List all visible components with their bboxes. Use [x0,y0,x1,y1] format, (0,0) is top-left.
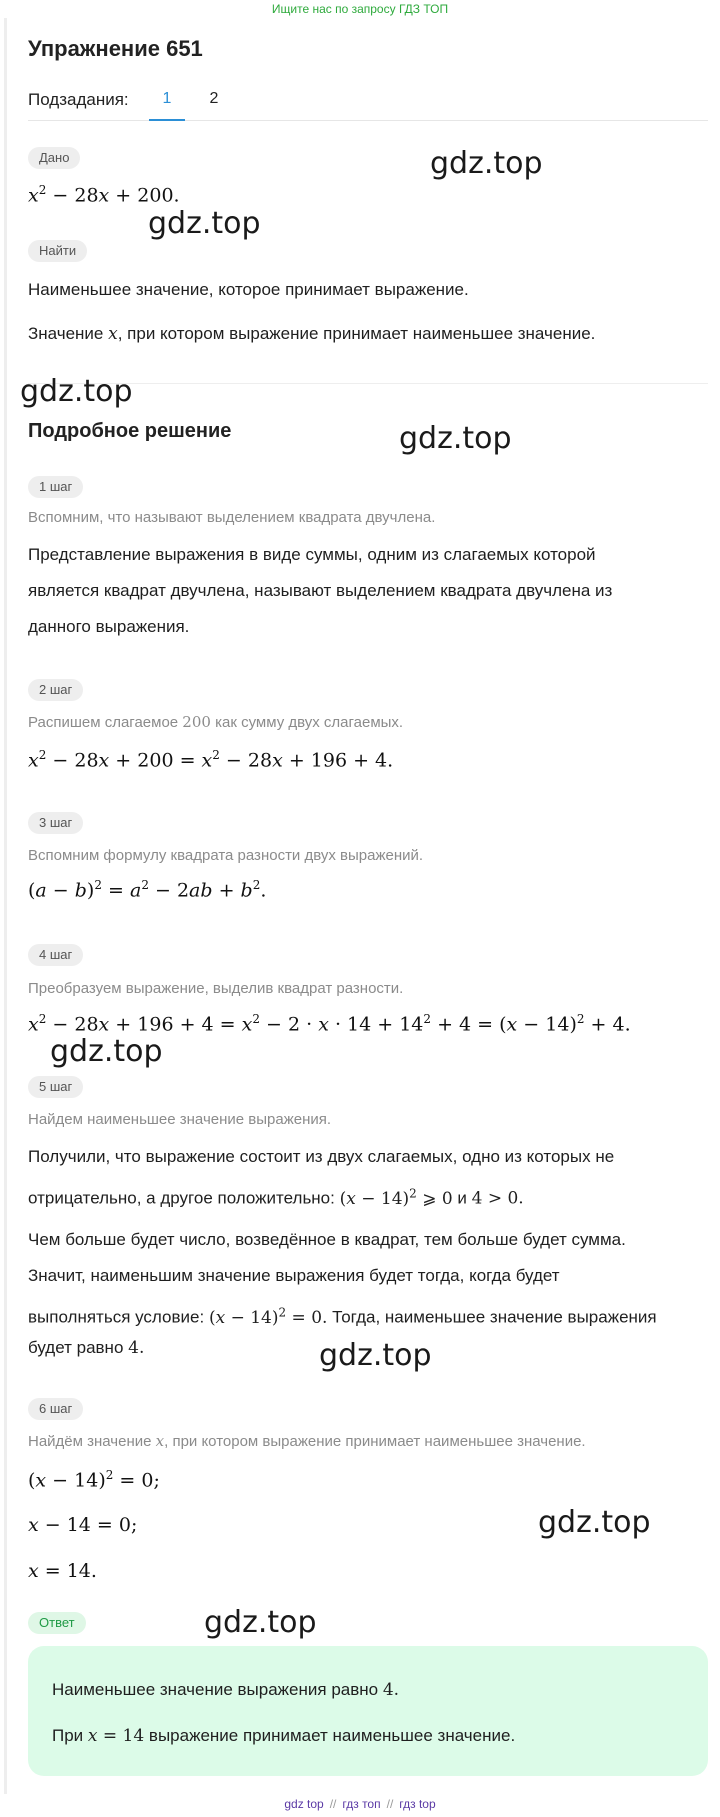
footer-link-2[interactable]: гдз топ [342,1797,381,1811]
solution-title: Подробное решение [28,420,232,442]
tab-2[interactable]: 2 [209,90,219,107]
step-2-equation: $x^2 - 28x + 200 = x^2 - 28x + 196 + 4$. [28,748,394,772]
step-3-pill: 3 шаг [28,812,83,834]
step-2-hint: Распишем слагаемое 200 как сумму двух слагаемых. [28,713,404,731]
step-1-line-2: является квадрат двучлена, называют выделением квадрата двучлена из [28,581,613,600]
step-6-eq-3: x = 14. [28,1560,97,1582]
step-4-pill: 4 шаг [28,944,83,966]
step-1-line-3: данного выражения. [28,617,190,636]
subtasks-bar [28,86,708,121]
step-4-equation: $x^2 - 28x + 196 + 4 = x^2 - 2 \cdot x \cdot 14 + 14^2 + 4 = (x - 14)^2 + 4$. [28,1012,631,1036]
step-1-hint: Вспомним, что называют выделением квадрата двучлена. [28,509,436,526]
footer: gdz top // гдз топ // гдз top [284,1797,436,1811]
find-pill: Найти [28,240,87,262]
answer-line-1: Наименьшее значение выражения равно 4. [52,1680,400,1700]
step-5-p1-line-2: отрицательно, а другое положительно: $(x - 14)^2$ ⩾ 0 и 4 > 0. [28,1186,524,1209]
watermark: gdz.top [319,1338,432,1373]
watermark: gdz.top [399,421,512,456]
step-5-p2-line-3: выполняться условие: $(x - 14)^2 = 0$. Тогда, наименьшее значение выражения [28,1305,657,1328]
step-3-formula: $(a - b)^2 = a^2 - 2ab + b^2$. [28,878,267,902]
watermark: gdz.top [50,1034,163,1069]
answer-line-2: При x = 14 выражение принимает наименьшее значение. [52,1726,516,1746]
tab-1[interactable]: 1 [149,90,185,121]
step-5-p1-line-1: Получили, что выражение состоит из двух слагаемых, одно из которых не [28,1147,615,1166]
step-1-pill: 1 шаг [28,476,83,498]
answer-box [28,1646,708,1776]
given-expression: $x^2 - 28x + 200$. [28,183,180,207]
footer-link-3[interactable]: гдз top [399,1797,436,1811]
footer-link-1[interactable]: gdz top [284,1797,324,1811]
find-line-2: Значение x, при котором выражение принимает наименьшее значение. [28,324,596,344]
step-5-hint: Найдем наименьшее значение выражения. [28,1111,332,1128]
find-line-1: Наименьшее значение, которое принимает выражение. [28,280,469,299]
watermark: gdz.top [204,1605,317,1640]
step-2-pill: 2 шаг [28,679,83,701]
step-5-pill: 5 шаг [28,1076,83,1098]
step-6-hint: Найдём значение x, при котором выражение принимает наименьшее значение. [28,1432,586,1450]
top-banner: Ищите нас по запросу ГДЗ ТОП [271,2,449,16]
step-5-p2-line-2: Значит, наименьшим значение выражения будет тогда, когда будет [28,1266,560,1285]
watermark: gdz.top [20,374,133,409]
given-pill: Дано [28,147,80,169]
step-4-hint: Преобразуем выражение, выделив квадрат разности. [28,980,404,997]
step-1-line-1: Представление выражения в виде суммы, одним из слагаемых которой [28,545,596,564]
step-5-p2-line-4: будет равно 4. [28,1338,145,1358]
step-3-hint: Вспомним формулу квадрата разности двух выражений. [28,847,424,864]
watermark: gdz.top [430,146,543,181]
step-6-pill: 6 шаг [28,1398,83,1420]
left-rule [4,18,7,1794]
step-5-p2-line-1: Чем больше будет число, возведённое в квадрат, тем больше будет сумма. [28,1230,626,1249]
watermark: gdz.top [148,206,261,241]
answer-pill: Ответ [28,1612,86,1634]
watermark: gdz.top [538,1505,651,1540]
page-title: Упражнение 651 [28,36,203,61]
subtasks-label: Подзадания: [28,90,129,109]
step-6-eq-1: $(x - 14)^2 = 0$; [28,1468,160,1492]
step-6-eq-2: x − 14 = 0; [28,1514,138,1536]
